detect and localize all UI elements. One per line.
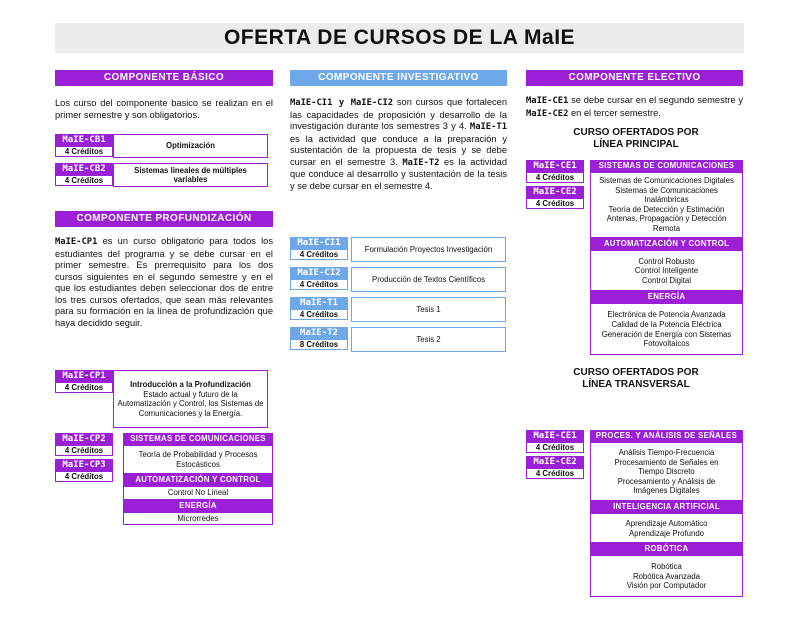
course-code-ref: MaIE-CP1 <box>55 237 98 247</box>
course-code: MaIE-CE1 <box>526 430 584 442</box>
course-credits: 4 Créditos <box>526 442 584 453</box>
text-part: en el tercer semestre. <box>568 107 661 118</box>
basico-heading: COMPONENTE BÁSICO <box>55 70 273 86</box>
column-right <box>526 70 743 591</box>
category-items: Microrredes <box>123 512 273 526</box>
transversal-heading: CURSO OFERTADOS POR LÍNEA TRANSVERSAL <box>573 367 699 390</box>
category-item: Procesamiento y Análisis de Imágenes Digitales <box>617 476 716 496</box>
course-code-ref: MaIE-CE2 <box>526 108 569 119</box>
course-t1 <box>290 297 506 322</box>
text-part: es la actividad que conduce a la preparación y sustentación de la propuesta de tesis y se debe cursar en el semestre 3. <box>290 133 507 167</box>
course-code-ref: MaIE-CI1 y MaIE-CI2 <box>290 98 394 108</box>
category-items: Teoría de Probabilidad y Procesos Estocásticos <box>123 445 273 474</box>
category-items <box>590 442 743 501</box>
investigativo-text <box>290 97 507 192</box>
course-code: MaIE-T2 <box>290 327 348 339</box>
category-item: Control Digital <box>642 275 691 285</box>
category-item: Aprendizaje Profundo <box>629 528 704 538</box>
category-items <box>590 555 743 597</box>
course-credits: 4 Créditos <box>55 146 113 157</box>
page-title: OFERTA DE CURSOS DE LA MaIE <box>55 23 744 53</box>
course-code: MaIE-CE1 <box>526 160 584 172</box>
category-heading: INTELIGENCIA ARTIFICIAL <box>590 501 743 513</box>
course-credits: 4 Créditos <box>290 249 348 260</box>
course-credits: 4 Créditos <box>526 468 584 479</box>
category-item: Electrónica de Potencia Avanzada <box>607 310 726 320</box>
electivo-text <box>526 95 743 120</box>
course-name: Tesis 2 <box>351 327 506 352</box>
category-item: Análisis Tiempo-Frecuencia <box>618 448 715 457</box>
course-code: MaIE-T1 <box>290 297 348 309</box>
cp-categories <box>123 433 273 525</box>
category-item: Control Robusto <box>638 256 695 266</box>
column-left <box>55 70 273 523</box>
cp1-title: Introducción a la Profundización <box>130 380 251 389</box>
course-cb1 <box>55 134 268 158</box>
text-part: se debe cursar en el segundo semestre y <box>568 95 743 105</box>
course-credits: 4 Créditos <box>526 198 584 209</box>
course-credits: 4 Créditos <box>526 172 584 183</box>
transversal-codes <box>526 430 584 479</box>
category-heading: AUTOMATIZACIÓN Y CONTROL <box>123 474 273 486</box>
category-heading: ROBÓTICA <box>590 543 743 555</box>
course-code: MaIE-CP1 <box>55 370 113 382</box>
text-part: son cursos que fortalecen las capacidades de proposición y desarrollo de la investigación durante los semestres 3 y 4. <box>290 97 507 131</box>
category-item: Antenas, Propagación y Detección Remota <box>606 214 727 233</box>
basico-text: Los curso del componente basico se realizan en el primer semestre y son obligatorios. <box>55 98 273 120</box>
course-ci1 <box>290 237 506 262</box>
course-code: MaIE-CI1 <box>290 237 348 249</box>
course-name: Sistemas lineales de múltiples variables <box>113 163 268 187</box>
course-credits: 4 Créditos <box>55 382 113 393</box>
text-part: es la actividad que conduce al desarrollo y sustentación de la tesis y se debe cursar en el semestre 4. <box>290 156 507 191</box>
course-name: Producción de Textos Científicos <box>351 267 506 292</box>
profundizacion-text-body: es un curso obligatorio para todos los estudiantes del programa y se debe cursar en el primer semestre. Es prerrequisito para los dos cursos siguientes en el segundo semestre y en el que los estudiantes deben seleccionar dos de entre los tres cursos ofertados, que sean más relevantes para su formación en la línea de profundización que haya decidido seguir. <box>55 236 273 328</box>
category-heading: AUTOMATIZACIÓN Y CONTROL <box>590 238 743 250</box>
cp2-cp3-codes <box>55 433 113 482</box>
course-name: Tesis 1 <box>351 297 506 322</box>
category-item: Sistemas de Comunicaciones Inalámbricas <box>615 185 718 205</box>
course-credits: 4 Créditos <box>55 175 113 186</box>
course-code: MaIE-CE2 <box>526 186 584 198</box>
category-items <box>590 303 743 354</box>
principal-heading: CURSO OFERTADOS POR LÍNEA PRINCIPAL <box>573 127 699 150</box>
course-code: MaIE-CB1 <box>55 134 113 146</box>
course-cb2 <box>55 163 268 187</box>
principal-categories <box>590 160 743 355</box>
category-item: Control Inteligente <box>634 266 699 276</box>
profundizacion-heading: COMPONENTE PROFUNDIZACIÓN <box>55 211 273 227</box>
course-cp1 <box>55 370 268 428</box>
course-code-ref: MaIE-CE1 <box>526 96 569 106</box>
category-heading: ENERGÍA <box>590 291 743 303</box>
category-item: Aprendizaje Automático <box>625 518 708 528</box>
cp1-desc: Estado actual y futuro de la Automatización y Control, los Sistemas de Comunicaciones y la Energía. <box>117 389 264 418</box>
course-code: MaIE-CB2 <box>55 163 113 175</box>
course-code: MaIE-CE2 <box>526 456 584 468</box>
course-name: Optimización <box>113 134 268 158</box>
category-heading: ENERGÍA <box>123 500 273 512</box>
category-item: Robótica Avanzada <box>632 571 701 581</box>
category-heading: PROCES. Y ANÁLISIS DE SEÑALES <box>590 430 743 442</box>
column-middle <box>290 70 507 349</box>
course-name <box>113 370 268 428</box>
transversal-categories <box>590 430 743 597</box>
course-credits: 4 Créditos <box>55 445 113 456</box>
category-item: Generación de Energía con Sistemas Fotovoltaicos <box>601 329 732 349</box>
category-heading: SISTEMAS DE COMUNICACIONES <box>123 433 273 445</box>
category-item: Teoría de Detección y Estimación <box>608 204 725 214</box>
category-heading: SISTEMAS DE COMUNICACIONES <box>590 160 743 172</box>
category-items: Control No Lineal <box>123 486 273 500</box>
course-ci2 <box>290 267 506 292</box>
course-t2 <box>290 327 506 352</box>
category-item: Calidad de la Potencia Eléctrica <box>611 319 722 329</box>
investigativo-heading: COMPONENTE INVESTIGATIVO <box>290 70 507 86</box>
course-code-ref: MaIE-T2 <box>402 157 440 168</box>
profundizacion-text <box>55 236 273 329</box>
course-name: Formulación Proyectos Investigación <box>351 237 506 262</box>
category-item: Procesamiento de Señales en Tiempo Discreto <box>614 457 719 477</box>
course-credits: 4 Créditos <box>290 279 348 290</box>
category-items <box>590 513 743 543</box>
course-code: MaIE-CP3 <box>55 459 113 471</box>
course-code: MaIE-CP2 <box>55 433 113 445</box>
category-item: Robótica <box>651 562 682 572</box>
category-items <box>590 172 743 238</box>
category-items <box>590 250 743 292</box>
course-code-ref: MaIE-T1 <box>469 122 507 132</box>
electivo-heading: COMPONENTE ELECTIVO <box>526 70 743 86</box>
category-item: Sistemas de Comunicaciones Digitales <box>599 176 734 185</box>
course-code: MaIE-CI2 <box>290 267 348 279</box>
course-credits: 4 Créditos <box>55 471 113 482</box>
category-item: Visión por Computador <box>626 581 707 591</box>
course-credits: 4 Créditos <box>290 309 348 320</box>
course-credits: 8 Créditos <box>290 339 348 350</box>
principal-codes <box>526 160 584 209</box>
